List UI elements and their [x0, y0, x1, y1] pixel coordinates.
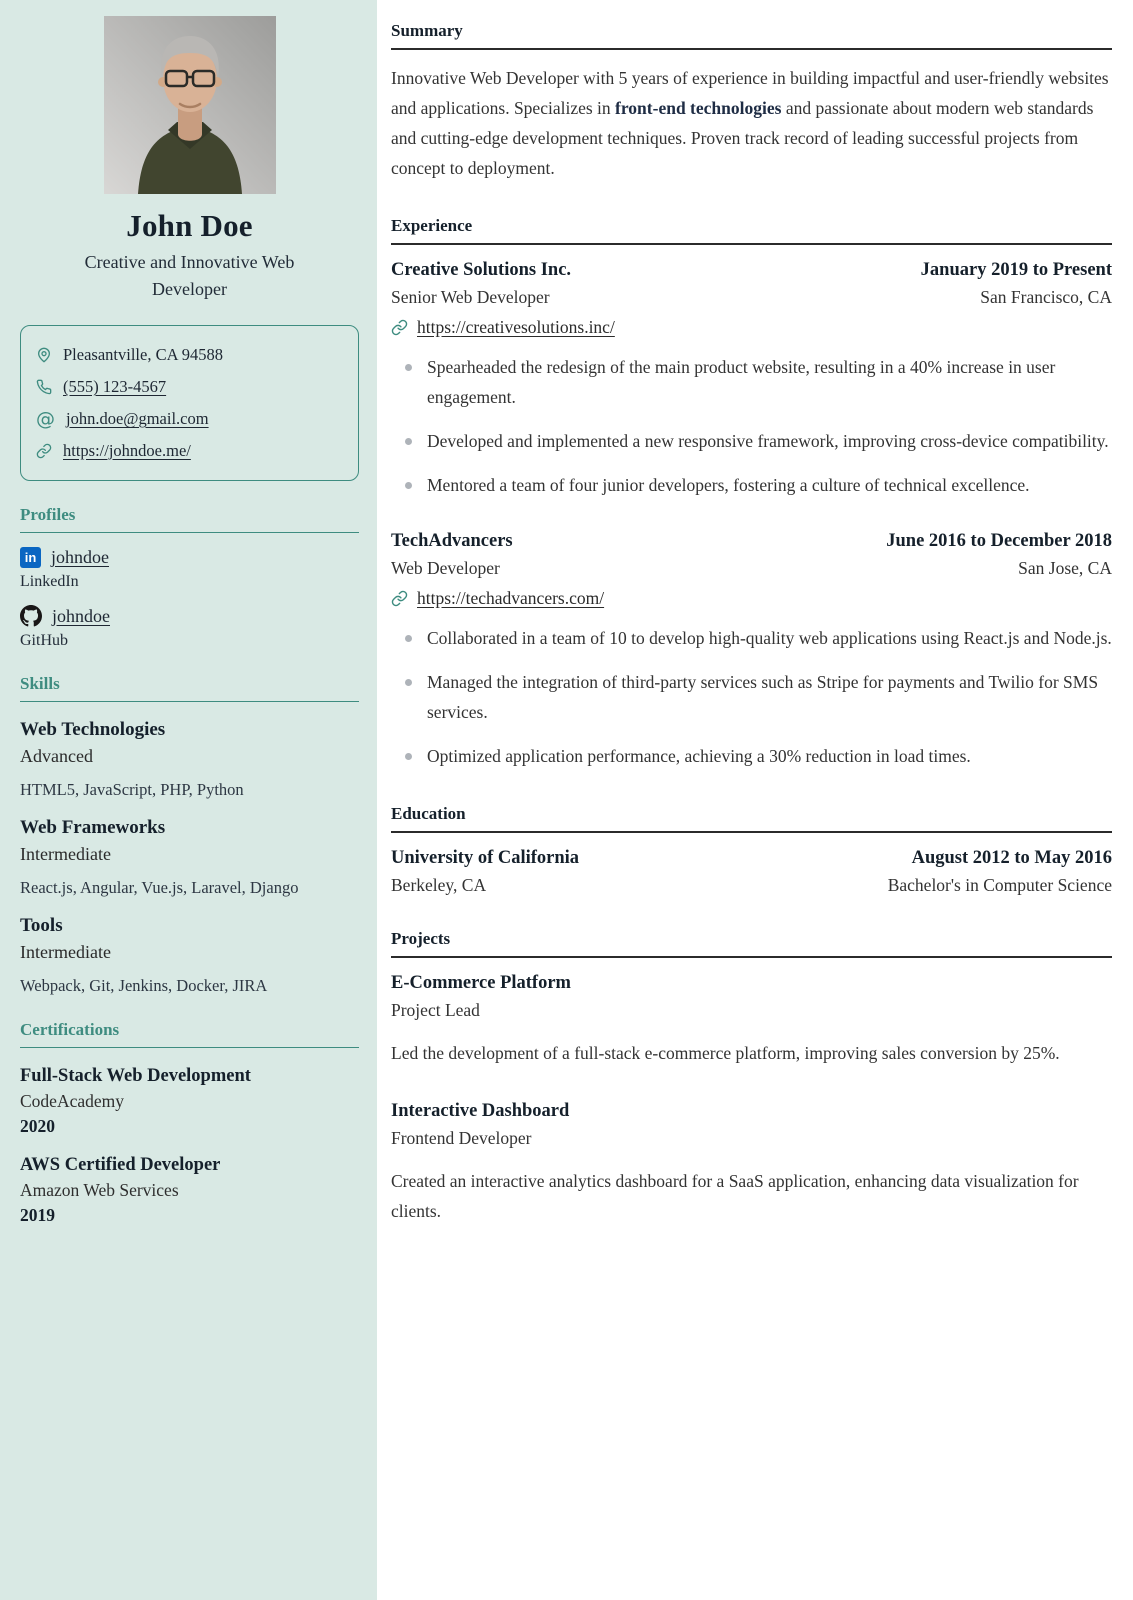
profile-photo: [104, 16, 276, 194]
skill-level: Intermediate: [20, 942, 111, 962]
linkedin-username-link[interactable]: johndoe: [51, 547, 109, 567]
project-description: Led the development of a full-stack e-commerce platform, improving sales conversion by 25%.: [391, 1043, 1060, 1063]
skill-item: [20, 817, 359, 898]
summary-paragraph: [391, 63, 1112, 183]
sidebar: [0, 0, 377, 1600]
date-range: January 2019 to Present: [920, 260, 1112, 280]
contact-box: [20, 325, 359, 481]
experience-bullets: [391, 623, 1112, 771]
projects-title: Projects: [391, 929, 1112, 958]
education-section: [391, 804, 1112, 896]
company-url-link[interactable]: https://creativesolutions.inc/: [417, 317, 615, 337]
at-icon: @: [36, 407, 55, 430]
company-name: TechAdvancers: [391, 531, 513, 551]
skill-level: Intermediate: [20, 844, 111, 864]
skills-section-title: Skills: [20, 674, 359, 702]
bullet-dot-icon: [405, 482, 412, 489]
profiles-section-title: Profiles: [20, 505, 359, 533]
institution-location: Berkeley, CA: [391, 875, 487, 895]
website-link[interactable]: https://johndoe.me/: [63, 441, 191, 460]
map-pin-icon: [36, 347, 52, 363]
bullet-item: Developed and implemented a new responsive framework, improving cross-device compatibility.: [391, 426, 1112, 456]
skill-name: Web Frameworks: [20, 817, 166, 838]
candidate-name: John Doe: [126, 208, 253, 243]
main-content: [377, 0, 1133, 1600]
location-text: Pleasantville, CA 94588: [63, 345, 223, 364]
email-link[interactable]: john.doe@gmail.com: [66, 409, 209, 428]
company-url-link[interactable]: https://techadvancers.com/: [417, 588, 605, 608]
candidate-headline: Creative and Innovative Web Developer: [84, 252, 295, 299]
project-entry: [391, 971, 1112, 1068]
date-range: August 2012 to May 2016: [911, 848, 1112, 868]
profile-github: [20, 605, 359, 650]
phone-link[interactable]: (555) 123-4567: [63, 377, 167, 396]
linkedin-icon: in: [20, 547, 41, 568]
skill-keywords: React.js, Angular, Vue.js, Laravel, Django: [20, 878, 299, 897]
bullet-dot-icon: [405, 753, 412, 760]
experience-entry: [391, 529, 1112, 771]
phone-icon: [36, 379, 52, 395]
degree: Bachelor's in Computer Science: [887, 875, 1112, 895]
skill-item: [20, 915, 359, 996]
project-role: Frontend Developer: [391, 1128, 532, 1148]
summary-text-before: Innovative Web Developer with 5 years of experience in building impactful and user-friendly websites and applications. Specializes in: [391, 68, 1109, 118]
portrait-illustration: [104, 16, 276, 194]
bullet-item: Collaborated in a team of 10 to develop high-quality web applications using React.js and Node.js.: [391, 623, 1112, 653]
certifications-section-title: Certifications: [20, 1020, 359, 1048]
summary-title: Summary: [391, 21, 1112, 50]
position-title: Senior Web Developer: [391, 287, 550, 307]
project-entry: [391, 1099, 1112, 1226]
skill-level: Advanced: [20, 746, 93, 766]
bullet-item: Managed the integration of third-party services such as Stripe for payments and Twilio for SMS services.: [391, 667, 1112, 727]
link-icon: [391, 319, 408, 336]
contact-website: [36, 435, 343, 467]
summary-section: [391, 21, 1112, 183]
company-location: San Jose, CA: [1018, 558, 1112, 578]
profile-linkedin: [20, 547, 359, 591]
certification-name: Full-Stack Web Development: [20, 1066, 251, 1086]
github-icon: [20, 605, 42, 627]
certification-year: 2020: [20, 1116, 55, 1136]
bullet-dot-icon: [405, 364, 412, 371]
institution-name: University of California: [391, 848, 580, 868]
experience-title: Experience: [391, 216, 1112, 245]
company-location: San Francisco, CA: [980, 287, 1112, 307]
bullet-item: Spearheaded the redesign of the main product website, resulting in a 40% increase in user engagement.: [391, 352, 1112, 412]
certification-issuer: Amazon Web Services: [20, 1180, 179, 1200]
certification-item: [20, 1155, 359, 1226]
project-role: Project Lead: [391, 1000, 480, 1020]
experience-section: [391, 216, 1112, 771]
bullet-item: Mentored a team of four junior developers, fostering a culture of technical excellence.: [391, 470, 1112, 500]
project-description: Created an interactive analytics dashboard for a SaaS application, enhancing data visualization for clients.: [391, 1171, 1079, 1221]
date-range: June 2016 to December 2018: [886, 531, 1112, 551]
github-network-label: GitHub: [20, 632, 68, 649]
summary-text-bold: front-end technologies: [615, 98, 782, 118]
contact-phone: [36, 371, 343, 403]
skill-keywords: Webpack, Git, Jenkins, Docker, JIRA: [20, 976, 268, 995]
bullet-dot-icon: [405, 635, 412, 642]
link-icon: [36, 443, 52, 459]
skill-item: [20, 719, 359, 800]
github-username-link[interactable]: johndoe: [52, 605, 110, 626]
summary-text-after: and passionate about modern web standards and cutting-edge development techniques. Proven track record of leading successful projects from concept to deployment.: [391, 98, 1094, 178]
contact-location: [36, 339, 343, 371]
certification-item: [20, 1066, 359, 1137]
project-name: E-Commerce Platform: [391, 973, 571, 993]
skill-keywords: HTML5, JavaScript, PHP, Python: [20, 780, 244, 799]
certification-name: AWS Certified Developer: [20, 1155, 221, 1175]
position-title: Web Developer: [391, 558, 500, 578]
experience-entry: [391, 258, 1112, 500]
skill-name: Tools: [20, 915, 63, 936]
skill-name: Web Technologies: [20, 719, 166, 740]
education-entry: [391, 846, 1112, 896]
contact-email: [36, 403, 343, 435]
certification-issuer: CodeAcademy: [20, 1091, 124, 1111]
company-name: Creative Solutions Inc.: [391, 260, 572, 280]
certification-year: 2019: [20, 1205, 55, 1225]
education-title: Education: [391, 804, 1112, 833]
link-icon: [391, 590, 408, 607]
project-name: Interactive Dashboard: [391, 1101, 570, 1121]
bullet-dot-icon: [405, 438, 412, 445]
linkedin-network-label: LinkedIn: [20, 573, 79, 590]
experience-bullets: [391, 352, 1112, 500]
projects-section: [391, 929, 1112, 1226]
bullet-item: Optimized application performance, achieving a 30% reduction in load times.: [391, 741, 1112, 771]
bullet-dot-icon: [405, 679, 412, 686]
